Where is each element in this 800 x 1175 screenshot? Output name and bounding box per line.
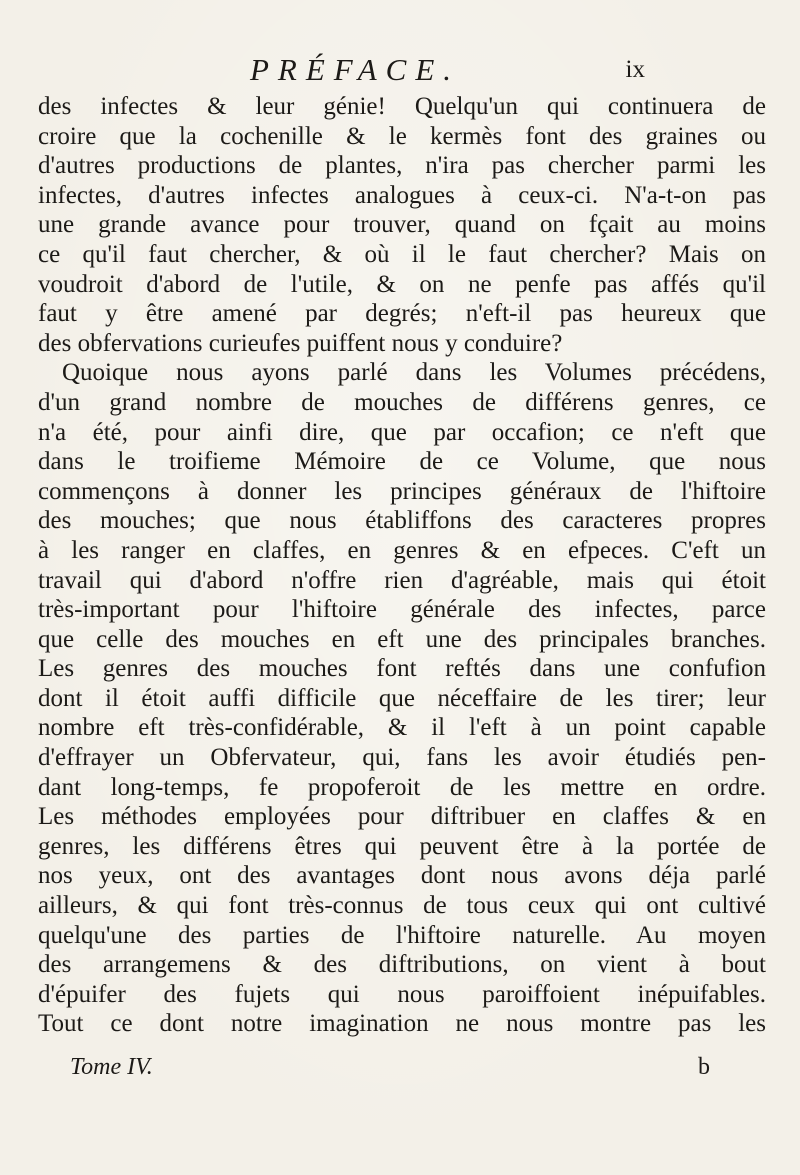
text-line: Quoique nous ayons parlé dans les Volumes précédens, bbox=[62, 359, 766, 387]
text-line: voudroit d'abord de l'utile, & on ne penfe pas affés qu'il bbox=[38, 270, 766, 298]
page-header bbox=[250, 52, 645, 92]
text-line: Les genres des mouches font reftés dans une confufion bbox=[38, 655, 766, 683]
text-line: commençons à donner les principes généraux de l'hiftoire bbox=[38, 477, 766, 505]
text-line: une grande avance pour trouver, quand on fçait au moins bbox=[38, 211, 766, 239]
text-line: genres, les différens êtres qui peuvent être à la portée de bbox=[38, 832, 766, 860]
text-line: des mouches; que nous établiffons des caracteres propres bbox=[38, 507, 766, 535]
text-line: faut y être amené par degrés; n'eft-il pas heureux que bbox=[38, 300, 766, 328]
text-line: des arrangemens & des diftributions, on vient à bout bbox=[38, 951, 766, 979]
text-line: dans le troifieme Mémoire de ce Volume, que nous bbox=[38, 448, 766, 476]
text-line: ce qu'il faut chercher, & où il le faut chercher? Mais on bbox=[38, 240, 766, 268]
text-line: que celle des mouches en eft une des principales branches. bbox=[38, 625, 766, 653]
text-line: d'effrayer un Obfervateur, qui, fans les avoir étudiés pen- bbox=[38, 744, 766, 772]
text-line: d'un grand nombre de mouches de différens genres, ce bbox=[38, 388, 766, 416]
text-line: quelqu'une des parties de l'hiftoire naturelle. Au moyen bbox=[38, 921, 766, 949]
text-line: Les méthodes employées pour diftribuer en claffes & en bbox=[38, 803, 766, 831]
text-line: nos yeux, ont des avantages dont nous avons déja parlé bbox=[38, 862, 766, 890]
body-text bbox=[38, 92, 766, 1039]
text-line: croire que la cochenille & le kermès font des graines ou bbox=[38, 122, 766, 150]
text-line: nombre eft très-confidérable, & il l'eft à un point capable bbox=[38, 714, 766, 742]
page-number: ix bbox=[625, 56, 645, 83]
page-footer bbox=[70, 1054, 710, 1084]
text-line: d'épuifer des fujets qui nous paroiffoient inépuifables. bbox=[38, 980, 766, 1008]
text-line: Tout ce dont notre imagination ne nous montre pas les bbox=[38, 1010, 766, 1038]
text-line: des infectes & leur génie! Quelqu'un qui continuera de bbox=[38, 93, 766, 120]
text-line: des obfervations curieufes puiffent nous y conduire? bbox=[38, 329, 563, 357]
text-line: d'autres productions de plantes, n'ira pas chercher parmi les bbox=[38, 152, 766, 180]
text-line: dant long-temps, fe propoferoit de les mettre en ordre. bbox=[38, 773, 766, 801]
text-line: dont il étoit auffi difficile que néceffaire de les tirer; leur bbox=[38, 684, 766, 712]
running-title: PRÉFACE. bbox=[250, 52, 461, 87]
text-line: ailleurs, & qui font très-connus de tous ceux qui ont cultivé bbox=[38, 892, 766, 920]
text-line: n'a été, pour ainfi dire, que par occafion; ce n'eft que bbox=[38, 418, 766, 446]
text-line: très-important pour l'hiftoire générale des infectes, parce bbox=[38, 596, 766, 624]
signature-mark: b bbox=[698, 1054, 710, 1080]
volume-label: Tome IV. bbox=[70, 1054, 153, 1080]
text-line: à les ranger en claffes, en genres & en efpeces. C'eft un bbox=[38, 536, 766, 564]
text-line: travail qui d'abord n'offre rien d'agréable, mais qui étoit bbox=[38, 566, 766, 594]
text-line: infectes, d'autres infectes analogues à ceux-ci. N'a-t-on pas bbox=[38, 181, 766, 209]
